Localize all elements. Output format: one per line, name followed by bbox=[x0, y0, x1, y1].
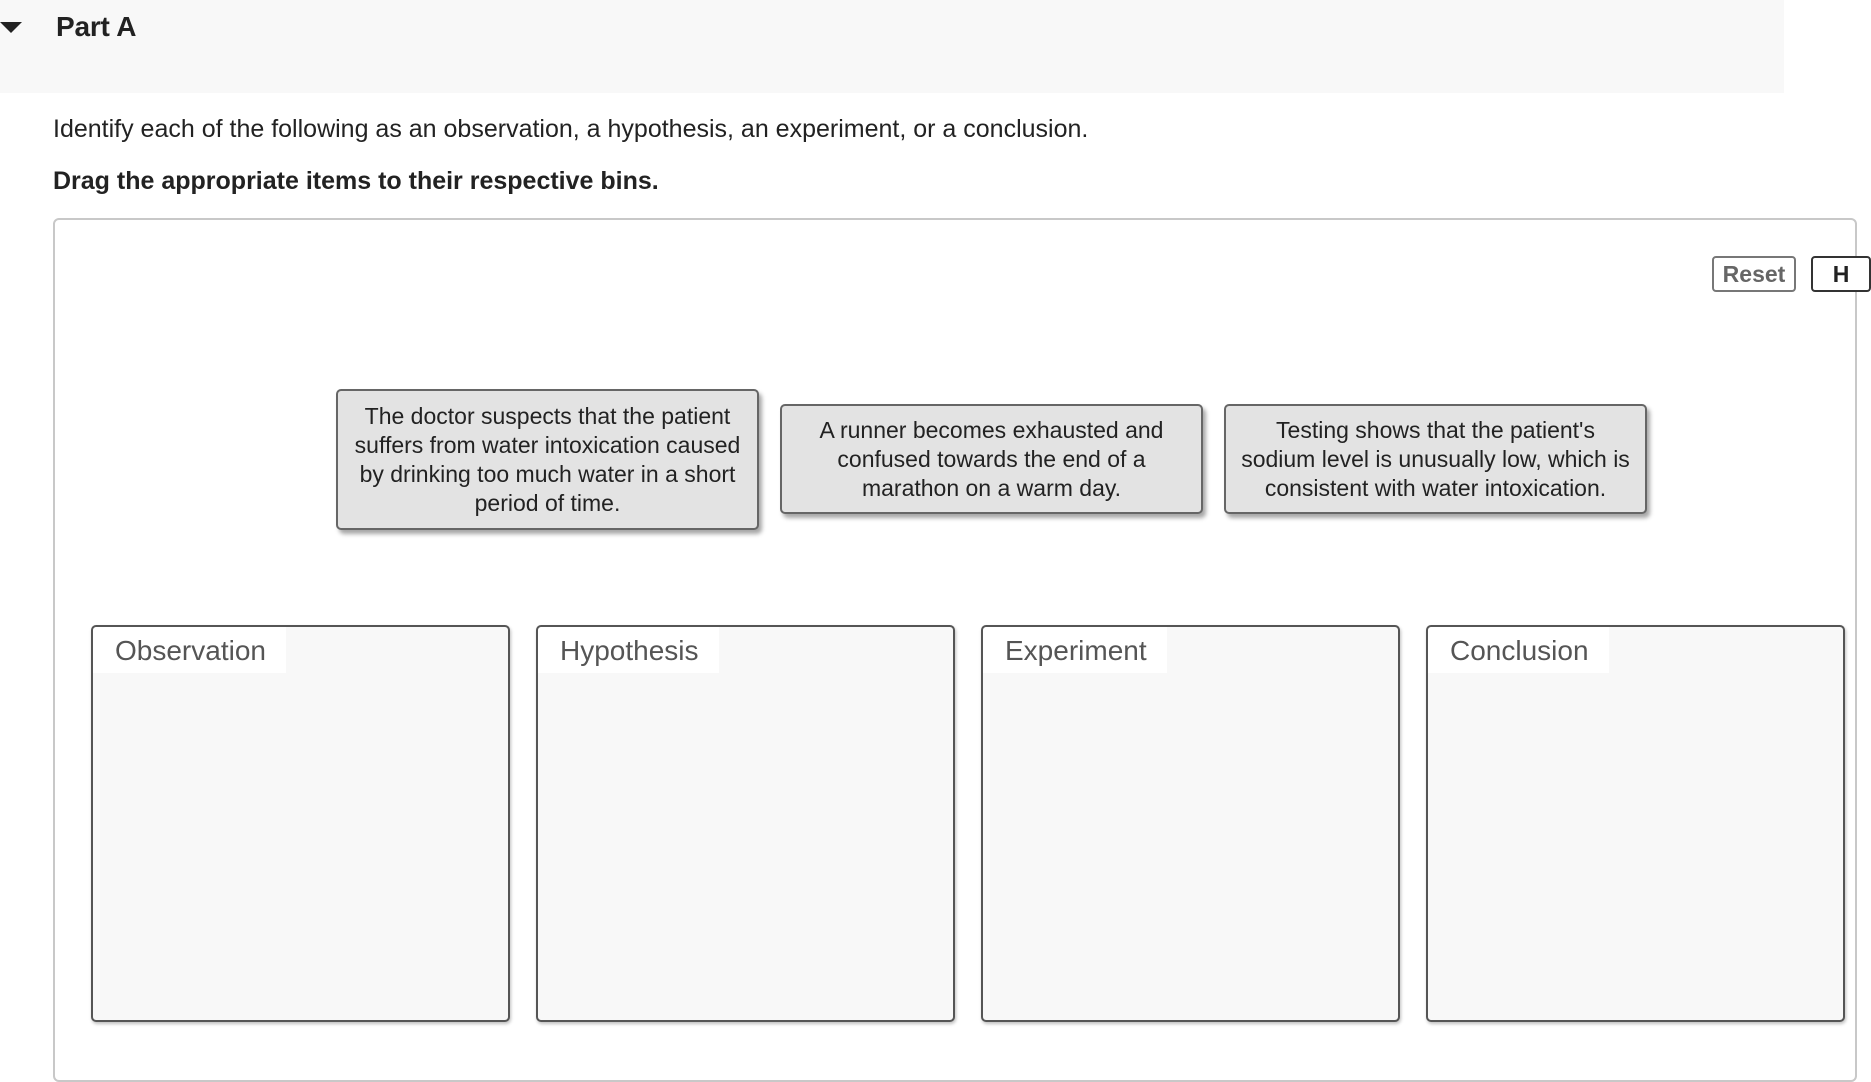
draggable-item-text: Testing shows that the patient's sodium level is unusually low, which is consistent with water intoxication. bbox=[1241, 416, 1630, 501]
bin-conclusion[interactable] bbox=[1426, 625, 1845, 1022]
draggable-item-text: A runner becomes exhausted and confused towards the end of a marathon on a warm day. bbox=[819, 416, 1164, 501]
bin-label: Conclusion bbox=[1428, 627, 1609, 673]
draggable-item[interactable] bbox=[780, 404, 1203, 514]
drag-instruction: Drag the appropriate items to their respective bins. bbox=[53, 167, 659, 195]
question-instruction: Identify each of the following as an observation, a hypothesis, an experiment, or a conclusion. bbox=[53, 115, 1089, 143]
help-button[interactable]: H bbox=[1811, 256, 1871, 292]
collapse-caret-icon[interactable] bbox=[0, 22, 22, 33]
bin-observation[interactable] bbox=[91, 625, 510, 1022]
draggable-item[interactable] bbox=[1224, 404, 1647, 514]
bin-label: Hypothesis bbox=[538, 627, 719, 673]
bin-hypothesis[interactable] bbox=[536, 625, 955, 1022]
part-title: Part A bbox=[56, 11, 137, 42]
part-header[interactable] bbox=[0, 0, 1784, 93]
reset-button[interactable]: Reset bbox=[1712, 256, 1796, 292]
bin-label: Observation bbox=[93, 627, 286, 673]
draggable-item-text: The doctor suspects that the patient suffers from water intoxication caused by drinking too much water in a short period of time. bbox=[354, 402, 741, 516]
bin-experiment[interactable] bbox=[981, 625, 1400, 1022]
draggable-item[interactable] bbox=[336, 389, 759, 530]
bin-label: Experiment bbox=[983, 627, 1167, 673]
